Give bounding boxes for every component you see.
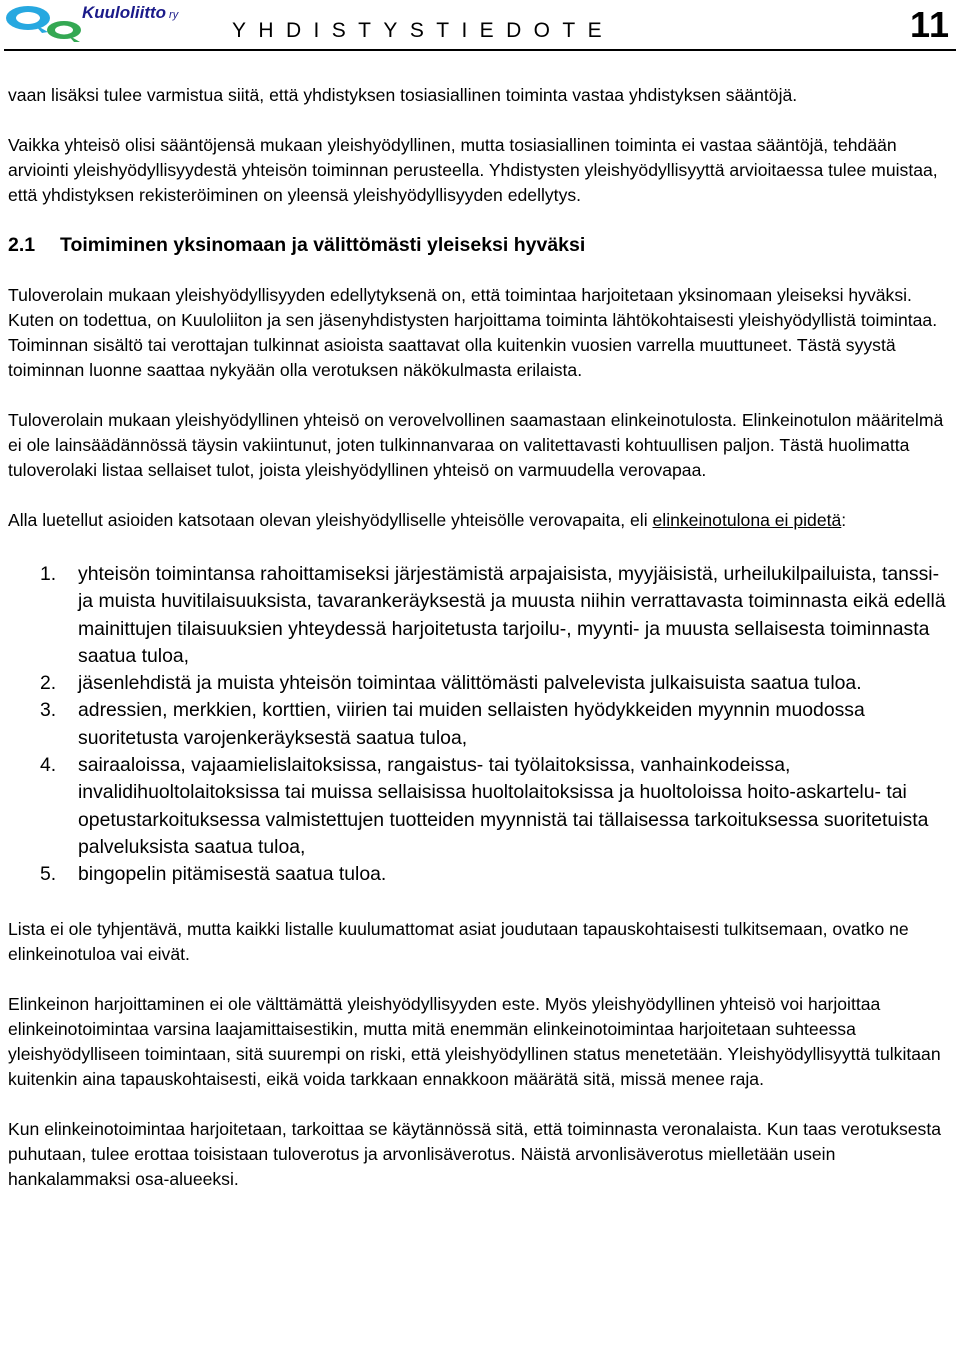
- list-item-text: adressien, merkkien, korttien, viirien tai muiden sellaisten hyödykkeiden myynnin muodossa suoritetusta varojenkeräyksestä saatua tuloa,: [78, 699, 865, 749]
- paragraph-list-intro: [8, 508, 952, 533]
- list-intro-colon: :: [841, 510, 847, 530]
- paragraph-assessment: Vaikka yhteisö olisi sääntöjensä mukaan yleishyödyllinen, mutta tosiasiallinen toiminta ei vastaa sääntöjä, tehdään arviointi yleishyödyllisyydestä yhteisön toiminnan perusteella. Yhdistysten yleishyödyllisyyttä arvioitaessa tulee muistaa, että yhdistyksen rekisteröiminen on yleensä yleishyödyllisyyden edellytys.: [8, 135, 938, 205]
- section-number: 2.1: [8, 234, 36, 256]
- paragraph-continuation: vaan lisäksi tulee varmistua siitä, että yhdistyksen tosiasiallinen toiminta vastaa yhdistyksen sääntöjä.: [8, 85, 798, 105]
- list-item-number: 2.: [40, 672, 57, 695]
- document-body: [8, 83, 952, 1192]
- list-item: [8, 752, 952, 861]
- logo-name: Kuuloliitto: [82, 3, 167, 22]
- list-intro-underlined: elinkeinotulona ei pidetä: [652, 510, 842, 530]
- header-divider: [4, 49, 956, 51]
- kuuloliitto-logo: [4, 0, 204, 44]
- paragraph-vat: Kun elinkeinotoimintaa harjoitetaan, tarkoittaa se käytännössä sitä, että toiminnasta veronalaista. Kun taas verotuksesta puhutaan, tulee erottaa toisistaan tuloverotus ja arvonlisäverotus. Näistä arvonlisäverotus mielletään usein hankalammaksi osa-alueeksi.: [8, 1118, 942, 1189]
- page-number: 11: [909, 4, 950, 45]
- paragraph-business-activity: Elinkeinon harjoittaminen ei ole välttämättä yleishyödyllisyyden este. Myös yleishyödyllinen yhteisö voi harjoittaa elinkeinotoimintaa varsina laajamittaisestikin, mutta mitä enemmän elinkeinotoimintaa harjoitetaan suhteessa yleishyödylliseen toimintaan, sitä suurempi on riski, että yleishyödyllinen status menetetään. Yleishyödyllisyyttä tulkitaan kuitenkin aina tapauskohtaisesti, eikä voida tarkkaan ennakkoon määrätä sitä, missä menee raja.: [8, 993, 941, 1089]
- paragraph-business-income: Tuloverolain mukaan yleishyödyllinen yhteisö on verovelvollinen saamastaan elinkeinotulosta. Elinkeinotulon määritelmä ei ole lainsäädännössä täysin vakiintunut, joten tulkinnanvaraa on valitettavasti kohtuullisen paljon. Tästä huolimatta tuloverolaki listaa sellaiset tulot, joista yleishyödyllinen yhteisö on varmuudella verovapaa.: [8, 410, 944, 480]
- list-item: [8, 697, 952, 752]
- paragraph-list-not-exhaustive: Lista ei ole tyhjentävä, mutta kaikki listalle kuulumattomat asiat joudutaan tapauskohtaisesti tulkitsemaan, ovatko ne elinkeinotuloa vai eivät.: [8, 918, 909, 964]
- logo-suffix: ry: [169, 9, 179, 21]
- list-item-number: 4.: [40, 754, 57, 777]
- list-item-text: yhteisön toimintansa rahoittamiseksi järjestämistä arpajaisista, myyjäisistä, urheilukilpailuista, tanssi- ja muista huvitilaisuuksista, tavarankeräyksestä ja muusta niihin verrattavasta toiminnasta eikä edellä mainittujen tilaisuuksien yhteydessä harjoitetusta tarjoilu-, myynti- ja muusta sellaisesta toiminnasta saatua tuloa,: [78, 563, 946, 667]
- list-intro-text: Alla luetellut asioiden katsotaan olevan yleishyödylliselle yhteisölle verovapaita, eli: [8, 510, 653, 530]
- list-item-number: 5.: [40, 863, 57, 886]
- tax-exempt-list: [8, 561, 952, 889]
- list-item-text: bingopelin pitämisestä saatua tuloa.: [78, 863, 387, 886]
- list-item: [8, 561, 952, 670]
- section-title: Toimiminen yksinomaan ja välittömästi yleiseksi hyväksi: [60, 234, 586, 256]
- section-heading: [8, 233, 952, 258]
- page-header: [0, 0, 960, 56]
- newsletter-title: YHDISTYSTIEDOTE: [232, 19, 615, 42]
- list-item-number: 1.: [40, 563, 57, 585]
- logo-mark-icon: [4, 0, 84, 44]
- list-item-number: 3.: [40, 699, 57, 722]
- logo-wordmark: [82, 3, 178, 23]
- list-item: [8, 861, 952, 888]
- list-item-text: sairaaloissa, vajaamielislaitoksissa, rangaistus- tai työlaitoksissa, vanhainkodeissa, invalidihuoltolaitoksissa tai muissa sellaisissa huoltolaitoksissa ja huoltoloissa hoito-askartelu- tai opetustarkoituksessa valmistettujen tuotteiden myynnistä tai tällaisessa tarkoituksessa suoritetuista palveluksista saatua tuloa,: [78, 754, 929, 858]
- list-item-text: jäsenlehdistä ja muista yhteisön toimintaa välittömästi palvelevista julkaisuista saatua tuloa.: [78, 672, 862, 695]
- list-item: [8, 670, 952, 697]
- paragraph-income-tax-law: Tuloverolain mukaan yleishyödyllisyyden edellytyksenä on, että toimintaa harjoitetaan yksinomaan yleiseksi hyväksi. Kuten on todettua, on Kuuloliiton ja sen jäsenyhdistysten harjoittama toiminta lähtökohtaisesti yleishyödyllistä toimintaa. Toiminnan sisältö tai verottajan tulkinnat asioista saattavat olla kuitenkin vuosien varrella muuttuneet. Tästä syystä toiminnan luonne saattaa nykyään olla verotuksen näkökulmasta erilaista.: [8, 285, 938, 380]
